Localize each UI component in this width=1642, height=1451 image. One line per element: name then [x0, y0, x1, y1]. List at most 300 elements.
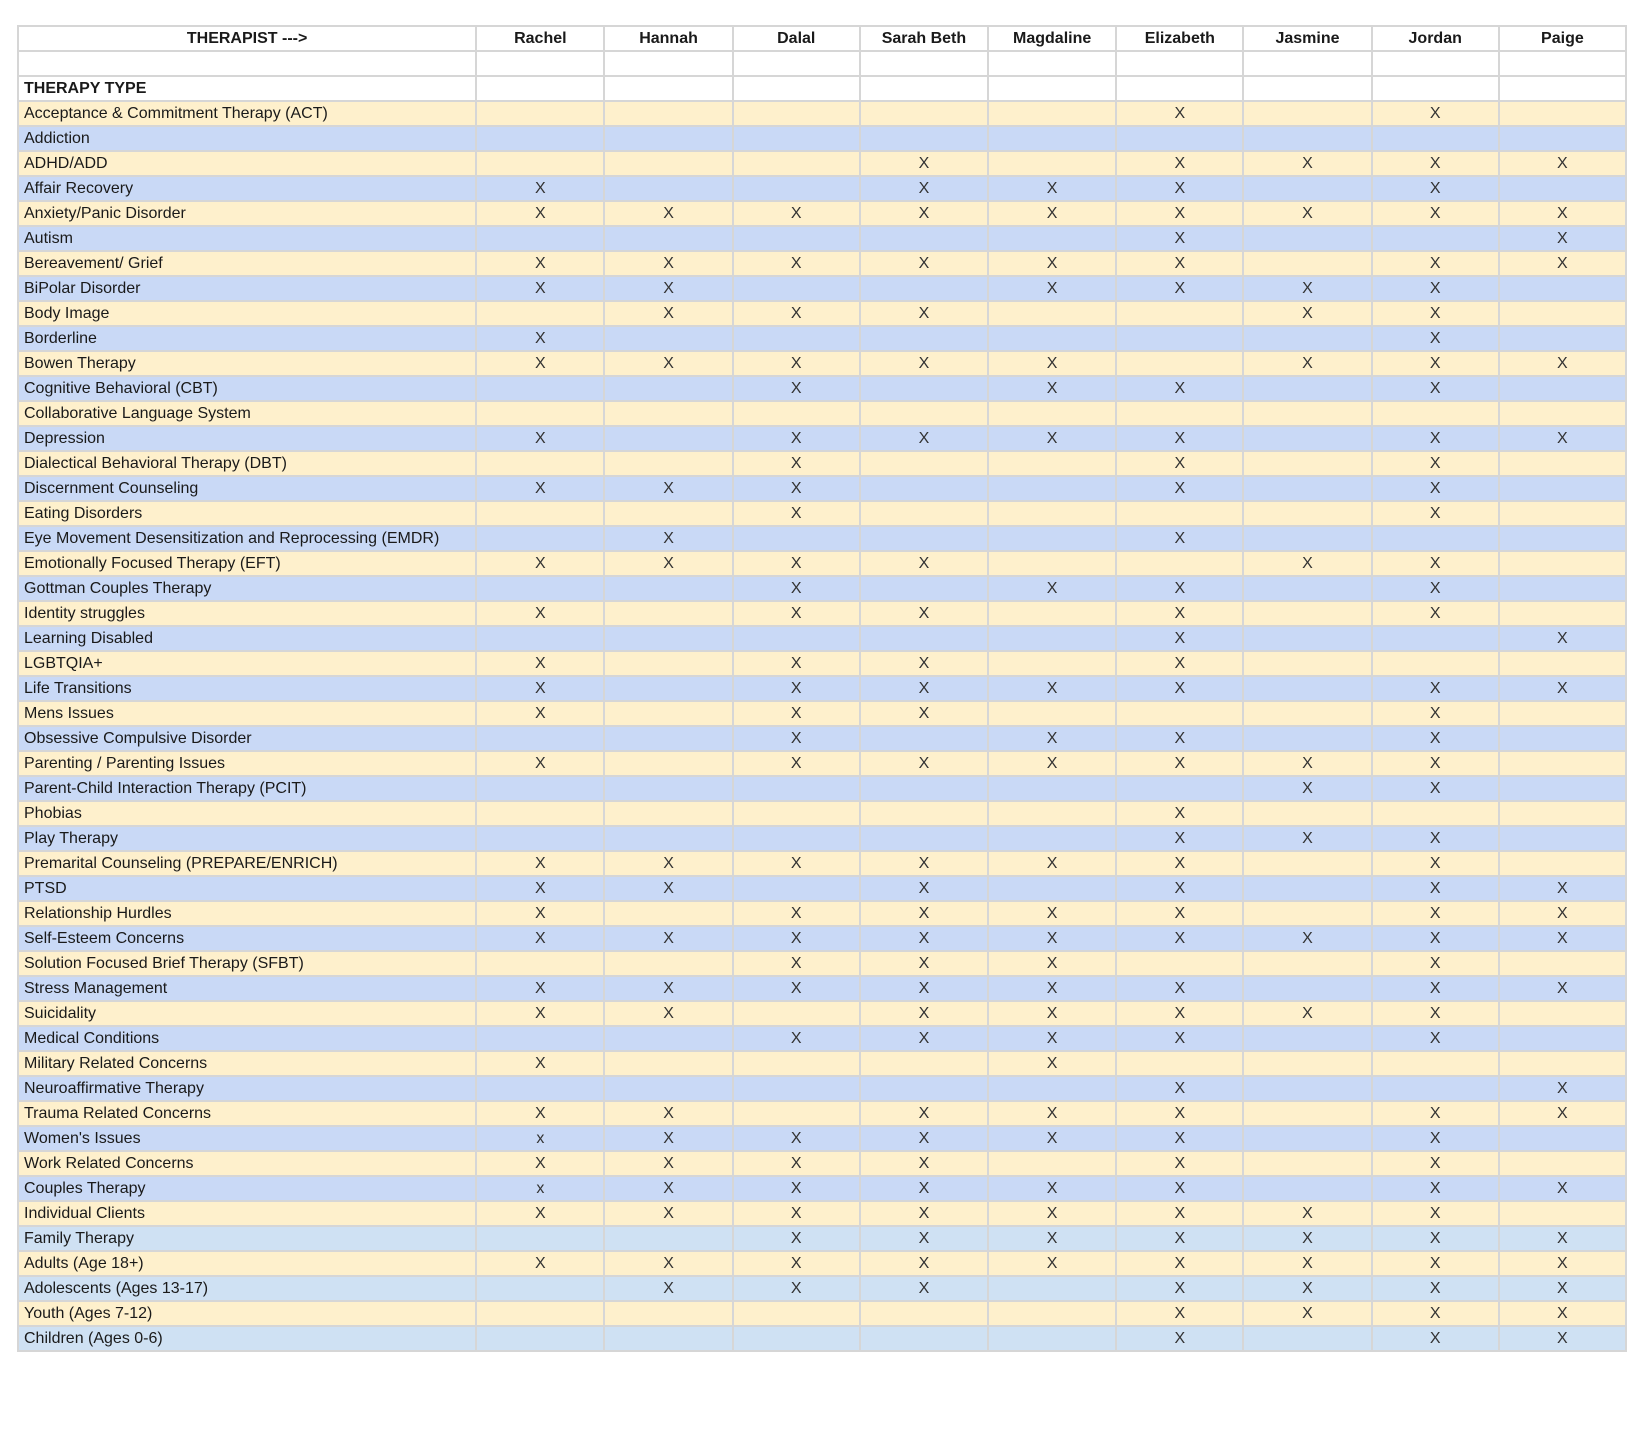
therapist-mark-cell — [1372, 1051, 1499, 1076]
therapist-mark-cell: X — [1499, 1226, 1626, 1251]
therapist-mark-cell: X — [1116, 1001, 1243, 1026]
therapist-mark-cell: X — [476, 426, 604, 451]
therapist-mark-cell: X — [1372, 976, 1499, 1001]
therapy-row — [18, 301, 1626, 326]
therapist-mark-cell — [1243, 801, 1371, 826]
blank-cell — [1372, 76, 1499, 101]
therapist-mark-cell: X — [1243, 301, 1371, 326]
therapist-mark-cell — [1499, 276, 1626, 301]
therapist-mark-cell — [988, 1326, 1116, 1351]
therapist-mark-cell: X — [1372, 1001, 1499, 1026]
therapist-mark-cell: X — [1372, 876, 1499, 901]
therapy-row — [18, 776, 1626, 801]
therapy-row — [18, 526, 1626, 551]
therapy-type-label: Acceptance & Commitment Therapy (ACT) — [18, 101, 476, 126]
therapist-mark-cell — [604, 376, 732, 401]
therapy-type-label: Adolescents (Ages 13-17) — [18, 1276, 476, 1301]
therapy-row — [18, 1001, 1626, 1026]
therapy-type-label: Learning Disabled — [18, 626, 476, 651]
therapist-mark-cell — [733, 826, 860, 851]
therapist-mark-cell: X — [604, 276, 732, 301]
therapist-mark-cell — [1243, 1026, 1371, 1051]
therapist-mark-cell — [1116, 951, 1243, 976]
therapist-mark-cell: X — [1116, 1151, 1243, 1176]
therapist-mark-cell — [1499, 1051, 1626, 1076]
therapist-mark-cell: X — [1372, 251, 1499, 276]
therapist-mark-cell — [604, 626, 732, 651]
therapist-mark-cell: X — [1372, 751, 1499, 776]
therapist-mark-cell — [1243, 1176, 1371, 1201]
therapist-mark-cell — [604, 226, 732, 251]
therapist-mark-cell: X — [1116, 1176, 1243, 1201]
therapist-mark-cell: X — [1372, 1326, 1499, 1351]
therapy-row — [18, 151, 1626, 176]
therapist-mark-cell — [604, 176, 732, 201]
therapist-mark-cell — [476, 576, 604, 601]
therapy-row — [18, 1176, 1626, 1201]
therapist-mark-cell — [733, 1001, 860, 1026]
therapist-mark-cell: X — [1499, 151, 1626, 176]
therapist-mark-cell — [988, 301, 1116, 326]
therapist-mark-cell: X — [604, 1101, 732, 1126]
therapist-mark-cell: X — [1372, 1126, 1499, 1151]
therapy-row — [18, 1151, 1626, 1176]
therapy-row — [18, 251, 1626, 276]
therapist-mark-cell: X — [1116, 676, 1243, 701]
therapist-mark-cell — [604, 951, 732, 976]
therapist-mark-cell: X — [1372, 301, 1499, 326]
therapist-mark-cell: X — [1499, 901, 1626, 926]
therapist-mark-cell: X — [1372, 601, 1499, 626]
therapist-mark-cell — [1243, 701, 1371, 726]
therapist-mark-cell: X — [733, 426, 860, 451]
therapist-mark-cell — [604, 401, 732, 426]
therapist-mark-cell: X — [860, 851, 988, 876]
therapist-mark-cell — [476, 626, 604, 651]
therapist-mark-cell — [604, 1301, 732, 1326]
therapist-mark-cell: X — [860, 601, 988, 626]
therapist-mark-cell — [1243, 901, 1371, 926]
therapist-mark-cell: X — [1499, 1101, 1626, 1126]
therapist-mark-cell — [476, 1326, 604, 1351]
therapist-mark-cell: X — [733, 901, 860, 926]
therapist-mark-cell: X — [1116, 801, 1243, 826]
therapist-mark-cell — [733, 226, 860, 251]
therapist-mark-cell — [1243, 651, 1371, 676]
therapy-type-label: Work Related Concerns — [18, 1151, 476, 1176]
therapist-mark-cell — [604, 751, 732, 776]
therapist-mark-cell — [1116, 351, 1243, 376]
blank-cell — [733, 76, 860, 101]
therapist-mark-cell: X — [476, 926, 604, 951]
therapist-mark-cell: X — [733, 1126, 860, 1151]
therapist-mark-cell: X — [860, 301, 988, 326]
therapist-mark-cell — [1499, 726, 1626, 751]
therapist-mark-cell — [988, 601, 1116, 626]
therapist-mark-cell: X — [604, 351, 732, 376]
therapist-mark-cell — [988, 551, 1116, 576]
therapy-row — [18, 726, 1626, 751]
therapy-row — [18, 1326, 1626, 1351]
therapist-mark-cell: X — [1116, 601, 1243, 626]
therapist-mark-cell — [1243, 876, 1371, 901]
therapist-mark-cell — [1116, 401, 1243, 426]
therapist-mark-cell: X — [988, 1251, 1116, 1276]
blank-cell — [18, 51, 476, 76]
therapist-mark-cell: X — [733, 1201, 860, 1226]
therapist-mark-cell: X — [1116, 426, 1243, 451]
therapist-mark-cell: X — [1243, 351, 1371, 376]
therapist-mark-cell — [860, 126, 988, 151]
therapist-mark-cell — [860, 501, 988, 526]
section-row — [18, 76, 1626, 101]
therapist-mark-cell: X — [733, 1176, 860, 1201]
therapist-mark-cell: X — [1116, 1076, 1243, 1101]
therapist-mark-cell — [1243, 976, 1371, 1001]
therapist-mark-cell: X — [733, 1276, 860, 1301]
therapist-mark-cell — [604, 426, 732, 451]
therapy-row — [18, 376, 1626, 401]
therapist-mark-cell: X — [476, 701, 604, 726]
therapist-mark-cell — [1116, 326, 1243, 351]
therapy-row — [18, 176, 1626, 201]
therapist-mark-cell — [733, 151, 860, 176]
therapist-mark-cell: X — [988, 1001, 1116, 1026]
therapist-mark-cell — [604, 776, 732, 801]
therapist-mark-cell: X — [1372, 1151, 1499, 1176]
therapy-row — [18, 801, 1626, 826]
therapist-mark-cell — [860, 626, 988, 651]
therapy-type-label: LGBTQIA+ — [18, 651, 476, 676]
therapy-type-label: Affair Recovery — [18, 176, 476, 201]
therapist-mark-cell: X — [1116, 576, 1243, 601]
blank-cell — [733, 51, 860, 76]
therapist-mark-cell — [988, 701, 1116, 726]
therapy-row — [18, 1076, 1626, 1101]
therapist-mark-cell: X — [1372, 1251, 1499, 1276]
therapist-mark-cell: X — [476, 476, 604, 501]
therapist-mark-cell: X — [860, 1251, 988, 1276]
therapy-type-label: Dialectical Behavioral Therapy (DBT) — [18, 451, 476, 476]
therapist-mark-cell — [604, 801, 732, 826]
therapy-row — [18, 1026, 1626, 1051]
therapist-mark-cell: X — [1372, 501, 1499, 526]
therapist-mark-cell — [1243, 726, 1371, 751]
therapist-mark-cell — [476, 1301, 604, 1326]
therapist-mark-cell — [604, 1226, 732, 1251]
therapist-mark-cell: X — [1499, 976, 1626, 1001]
therapy-row — [18, 626, 1626, 651]
therapist-mark-cell — [733, 1051, 860, 1076]
therapist-mark-cell — [476, 526, 604, 551]
therapy-type-label: PTSD — [18, 876, 476, 901]
therapist-mark-cell: X — [604, 1176, 732, 1201]
therapist-mark-cell — [604, 826, 732, 851]
therapist-mark-cell — [860, 376, 988, 401]
therapist-mark-cell — [733, 1101, 860, 1126]
therapy-type-label: Individual Clients — [18, 1201, 476, 1226]
therapist-mark-cell — [1499, 476, 1626, 501]
therapy-type-label: Stress Management — [18, 976, 476, 1001]
therapist-mark-cell: X — [860, 751, 988, 776]
therapist-col-header: Jasmine — [1243, 26, 1371, 51]
therapist-mark-cell: X — [604, 1276, 732, 1301]
therapist-mark-cell — [476, 1026, 604, 1051]
therapist-mark-cell: X — [1372, 451, 1499, 476]
therapy-row — [18, 201, 1626, 226]
therapy-row — [18, 276, 1626, 301]
therapist-mark-cell: X — [1372, 351, 1499, 376]
therapist-mark-cell — [988, 776, 1116, 801]
therapist-mark-cell: X — [860, 1001, 988, 1026]
therapist-mark-cell — [1243, 501, 1371, 526]
therapist-mark-cell — [988, 401, 1116, 426]
therapist-mark-cell: X — [1243, 1226, 1371, 1251]
therapist-mark-cell — [604, 676, 732, 701]
therapist-mark-cell — [1243, 326, 1371, 351]
therapist-mark-cell — [604, 701, 732, 726]
therapist-mark-cell: X — [1243, 151, 1371, 176]
therapist-mark-cell: X — [988, 176, 1116, 201]
therapist-mark-cell — [1372, 626, 1499, 651]
therapy-row — [18, 476, 1626, 501]
therapist-mark-cell: X — [604, 1126, 732, 1151]
therapist-mark-cell: X — [860, 676, 988, 701]
therapist-mark-cell: X — [733, 451, 860, 476]
therapist-mark-cell: X — [988, 1126, 1116, 1151]
therapist-col-header: Magdaline — [988, 26, 1116, 51]
therapist-mark-cell — [476, 226, 604, 251]
therapist-mark-cell: X — [1116, 651, 1243, 676]
therapist-mark-cell: X — [604, 1001, 732, 1026]
therapy-type-label: ADHD/ADD — [18, 151, 476, 176]
therapy-type-label: Bereavement/ Grief — [18, 251, 476, 276]
therapist-mark-cell — [860, 101, 988, 126]
therapy-type-label: Children (Ages 0-6) — [18, 1326, 476, 1351]
therapist-col-header: Hannah — [604, 26, 732, 51]
therapist-mark-cell — [733, 1326, 860, 1351]
therapist-mark-cell — [1116, 501, 1243, 526]
therapist-mark-cell: X — [988, 976, 1116, 1001]
therapist-mark-cell — [476, 151, 604, 176]
therapy-type-label: Collaborative Language System — [18, 401, 476, 426]
therapist-mark-cell: X — [1116, 101, 1243, 126]
therapy-row — [18, 851, 1626, 876]
therapy-type-label: BiPolar Disorder — [18, 276, 476, 301]
therapist-mark-cell — [1499, 1126, 1626, 1151]
therapist-mark-cell — [988, 1151, 1116, 1176]
therapist-mark-cell: X — [604, 251, 732, 276]
therapist-mark-cell — [860, 1051, 988, 1076]
therapy-type-label: Obsessive Compulsive Disorder — [18, 726, 476, 751]
therapist-mark-cell — [1243, 526, 1371, 551]
therapist-mark-cell: X — [604, 476, 732, 501]
therapist-mark-cell: X — [860, 251, 988, 276]
therapist-mark-cell: X — [476, 601, 604, 626]
blank-cell — [860, 51, 988, 76]
blank-cell — [1372, 51, 1499, 76]
blank-cell — [476, 51, 604, 76]
therapist-col-header: Rachel — [476, 26, 604, 51]
therapist-mark-cell: X — [476, 1151, 604, 1176]
therapist-mark-cell: X — [1372, 426, 1499, 451]
therapist-mark-cell: X — [733, 501, 860, 526]
therapist-mark-cell — [988, 226, 1116, 251]
therapy-type-label: Premarital Counseling (PREPARE/ENRICH) — [18, 851, 476, 876]
therapist-mark-cell — [1243, 426, 1371, 451]
therapist-mark-cell: x — [476, 1126, 604, 1151]
therapist-mark-cell — [604, 501, 732, 526]
therapist-mark-cell — [1116, 301, 1243, 326]
therapist-mark-cell — [988, 1276, 1116, 1301]
therapist-mark-cell — [476, 726, 604, 751]
therapist-mark-cell: X — [860, 701, 988, 726]
therapist-mark-cell: X — [1499, 201, 1626, 226]
therapist-mark-cell — [1243, 451, 1371, 476]
therapist-mark-cell: X — [1372, 1176, 1499, 1201]
therapist-mark-cell — [988, 626, 1116, 651]
therapy-row — [18, 701, 1626, 726]
therapist-mark-cell: X — [1116, 1126, 1243, 1151]
therapist-mark-cell: X — [476, 551, 604, 576]
therapist-mark-cell: X — [1372, 1226, 1499, 1251]
therapy-type-label: Parenting / Parenting Issues — [18, 751, 476, 776]
therapist-mark-cell: X — [860, 1126, 988, 1151]
therapist-mark-cell: X — [1116, 1226, 1243, 1251]
therapist-mark-cell — [476, 101, 604, 126]
therapist-mark-cell — [1499, 551, 1626, 576]
therapist-mark-cell — [1499, 776, 1626, 801]
therapist-mark-cell — [604, 651, 732, 676]
therapist-mark-cell — [604, 151, 732, 176]
therapist-mark-cell — [1243, 576, 1371, 601]
therapy-row — [18, 976, 1626, 1001]
therapy-row — [18, 601, 1626, 626]
therapist-mark-cell: X — [988, 951, 1116, 976]
therapist-mark-cell — [1499, 451, 1626, 476]
therapist-mark-cell: X — [988, 726, 1116, 751]
therapist-mark-cell: X — [733, 551, 860, 576]
therapist-mark-cell — [1499, 301, 1626, 326]
therapist-mark-cell: X — [604, 301, 732, 326]
therapist-mark-cell — [1499, 826, 1626, 851]
therapist-mark-cell — [1499, 1026, 1626, 1051]
therapist-mark-cell: X — [1243, 201, 1371, 226]
therapist-mark-cell: X — [476, 351, 604, 376]
therapy-row — [18, 826, 1626, 851]
therapist-mark-cell — [1243, 101, 1371, 126]
therapist-mark-cell: X — [604, 976, 732, 1001]
therapist-mark-cell: X — [860, 1151, 988, 1176]
blank-cell — [988, 76, 1116, 101]
therapist-mark-cell: X — [1372, 676, 1499, 701]
therapist-mark-cell: X — [1372, 176, 1499, 201]
therapist-mark-cell — [604, 726, 732, 751]
therapist-mark-cell: X — [860, 151, 988, 176]
therapy-type-label: Women's Issues — [18, 1126, 476, 1151]
therapist-mark-cell: X — [1116, 1301, 1243, 1326]
therapy-type-label: Trauma Related Concerns — [18, 1101, 476, 1126]
therapist-mark-cell — [604, 451, 732, 476]
therapist-mark-cell: X — [604, 1251, 732, 1276]
therapist-mark-cell — [604, 1326, 732, 1351]
therapist-mark-cell: X — [1243, 1276, 1371, 1301]
therapist-mark-cell: X — [1116, 1026, 1243, 1051]
therapy-type-label: Family Therapy — [18, 1226, 476, 1251]
therapist-mark-cell — [860, 726, 988, 751]
therapist-mark-cell — [988, 476, 1116, 501]
therapist-mark-cell — [476, 376, 604, 401]
therapist-mark-cell: X — [604, 1201, 732, 1226]
therapist-mark-cell — [733, 876, 860, 901]
therapist-mark-cell — [1116, 701, 1243, 726]
therapist-mark-cell: X — [476, 1251, 604, 1276]
therapist-mark-cell — [604, 126, 732, 151]
therapist-mark-cell: X — [476, 976, 604, 1001]
therapist-mark-cell — [1499, 801, 1626, 826]
therapist-mark-cell — [988, 151, 1116, 176]
therapist-mark-cell — [604, 1076, 732, 1101]
therapist-mark-cell — [1116, 126, 1243, 151]
therapist-mark-cell: X — [1243, 1001, 1371, 1026]
therapist-mark-cell — [1243, 676, 1371, 701]
therapy-row — [18, 926, 1626, 951]
therapist-mark-cell: X — [860, 1201, 988, 1226]
therapist-mark-cell — [1499, 176, 1626, 201]
therapist-mark-cell: X — [988, 276, 1116, 301]
therapy-type-label: Depression — [18, 426, 476, 451]
therapist-mark-cell: X — [1499, 351, 1626, 376]
therapist-mark-cell: X — [1372, 1201, 1499, 1226]
therapist-mark-cell: X — [1116, 1251, 1243, 1276]
therapist-mark-cell: X — [733, 951, 860, 976]
therapist-mark-cell: X — [1499, 1301, 1626, 1326]
therapist-mark-cell — [733, 401, 860, 426]
therapist-mark-cell: X — [1372, 1026, 1499, 1051]
therapist-mark-cell: X — [1243, 551, 1371, 576]
therapist-mark-cell — [1499, 701, 1626, 726]
therapist-mark-cell: X — [1372, 901, 1499, 926]
therapist-mark-cell: X — [1372, 551, 1499, 576]
therapist-mark-cell: X — [733, 576, 860, 601]
therapist-mark-cell: X — [733, 251, 860, 276]
therapist-mark-cell — [604, 601, 732, 626]
therapist-mark-cell: X — [1243, 751, 1371, 776]
therapist-mark-cell: X — [1116, 201, 1243, 226]
therapist-mark-cell: X — [1499, 1326, 1626, 1351]
therapist-mark-cell — [860, 326, 988, 351]
therapist-col-header: Elizabeth — [1116, 26, 1243, 51]
therapist-mark-cell: X — [476, 901, 604, 926]
therapist-mark-cell — [988, 1076, 1116, 1101]
therapist-mark-cell — [1372, 226, 1499, 251]
therapist-mark-cell: X — [604, 876, 732, 901]
therapy-row — [18, 1226, 1626, 1251]
therapist-mark-cell — [1116, 551, 1243, 576]
therapist-mark-cell — [988, 1301, 1116, 1326]
therapist-mark-cell — [860, 1326, 988, 1351]
therapist-mark-cell: X — [1372, 326, 1499, 351]
therapist-mark-cell — [1243, 601, 1371, 626]
therapist-mark-cell: X — [1116, 751, 1243, 776]
therapist-mark-cell: X — [988, 751, 1116, 776]
therapist-mark-cell: X — [1116, 376, 1243, 401]
therapist-mark-cell: X — [476, 676, 604, 701]
therapist-mark-cell: X — [1499, 876, 1626, 901]
therapy-row — [18, 326, 1626, 351]
therapist-mark-cell: X — [604, 926, 732, 951]
therapist-mark-cell: X — [733, 301, 860, 326]
